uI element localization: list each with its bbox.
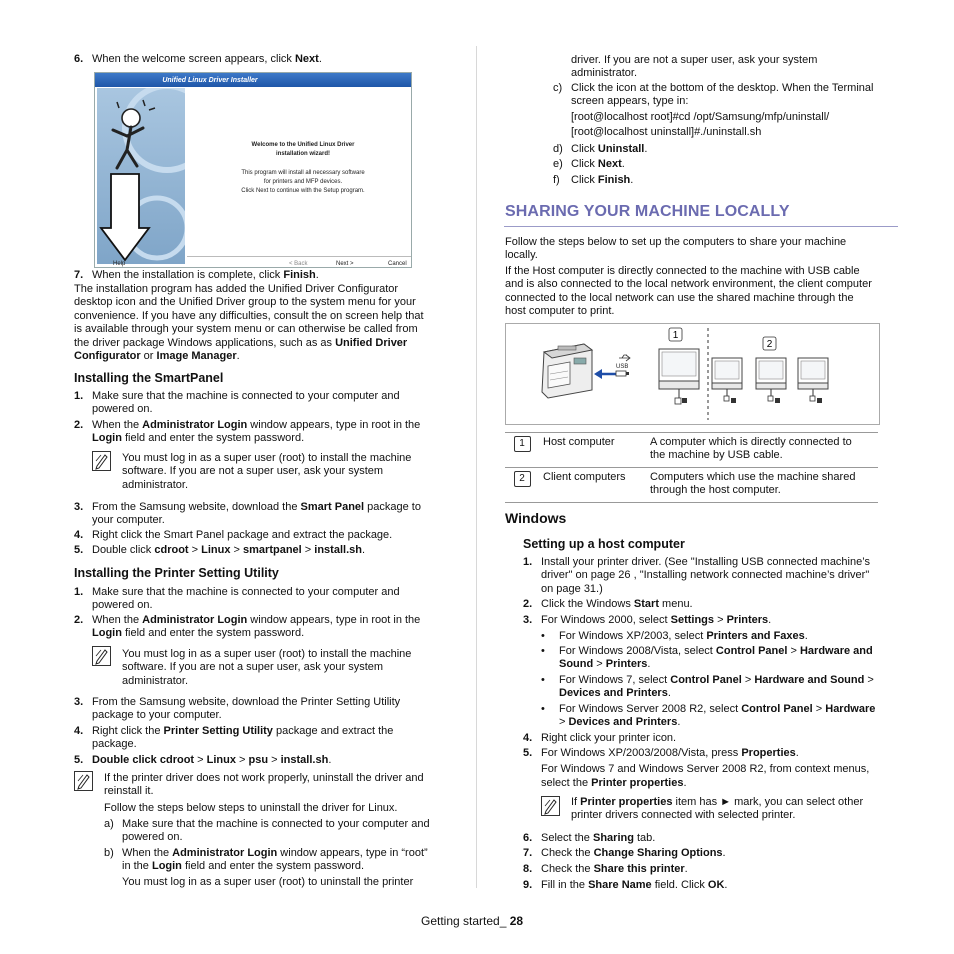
legend-name: Client computers (539, 467, 646, 502)
win-step-3: 3. For Windows 2000, select Settings > Printers. (523, 614, 772, 626)
uninstall-step-e: e) Click Next. (553, 158, 625, 170)
win-step-6: 6. Select the Sharing tab. (523, 832, 656, 844)
installer-next-button: Next > (336, 261, 354, 267)
win-bullet-vista: • For Windows 2008/Vista, select Control Panel > Hardware and Sound > Printers. (541, 645, 873, 671)
psu-note: You must log in as a super user (root) to install the machine software. If you are not a super user, ask your system administrator. (122, 648, 412, 687)
host-computer-icon (659, 349, 699, 404)
installer-body-line1: This program will install all necessary software (241, 170, 365, 176)
win-bullet-7: • For Windows 7, select Control Panel > Hardware and Sound > Devices and Printers. (541, 674, 874, 700)
psu-step-1: 1. Make sure that the machine is connected to your computer and powered on. (74, 586, 400, 612)
uninstall-continued: driver. If you are not a super user, ask your system administrator. (571, 54, 818, 80)
legend-number-1: 1 (514, 436, 531, 452)
win-step-2: 2. Click the Windows Start menu. (523, 598, 693, 610)
table-row (505, 433, 878, 468)
printer-icon (542, 344, 592, 398)
installer-welcome-line2: installation wizard! (275, 151, 330, 157)
installer-banner (97, 88, 185, 264)
install-paragraph: The installation program has added the Unified Driver Configurator desktop icon and the Unified Driver group to the system menu for your convenience. If you have any difficulties, consult the on screen help that is available through your system menu or can otherwise be called from the driver package Windows applications, such as as Unified Driver Configurator or Image Manager. (74, 283, 424, 363)
psu-heading: Installing the Printer Setting Utility (74, 566, 279, 580)
smartpanel-step-4: 4. Right click the Smart Panel package and extract the package. (74, 529, 393, 541)
psu-step-5: 5. Double click cdroot > Linux > psu > install.sh. (74, 754, 332, 766)
uninstall-step-d: d) Click Uninstall. (553, 143, 648, 155)
step-7: 7. When the installation is complete, click Finish. (74, 269, 319, 281)
printer-properties-note: If Printer properties item has ► mark, you can select other printer drivers connected with selected printer. (571, 796, 864, 822)
installer-screenshot (94, 72, 412, 268)
client-computer-icon (756, 358, 786, 403)
psu-step-2: 2. When the Administrator Login window appears, type in root in the Login field and enter the system password. (74, 614, 421, 640)
legend-name: Host computer (539, 433, 646, 468)
smartpanel-step-5: 5. Double click cdroot > Linux > smartpanel > install.sh. (74, 544, 366, 556)
win-step-1: 1. Install your printer driver. (See "Installing USB connected machine’s driver" on page 26 , "Installing network connected machine’s driver" on page 31.) (523, 556, 870, 595)
smartpanel-heading: Installing the SmartPanel (74, 371, 224, 385)
installer-body-line2: for printers and MFP devices. (263, 179, 343, 185)
table-row (505, 467, 878, 502)
note-icon (92, 451, 111, 471)
sharing-heading: SHARING YOUR MACHINE LOCALLY (505, 203, 790, 220)
usb-label: USB (616, 364, 629, 370)
sharing-diagram (505, 323, 880, 425)
installer-body-line3: Click Next to continue with the Setup program. (241, 188, 365, 194)
heading-rule (504, 226, 898, 227)
psu-step-4: 4. Right click the Printer Setting Utility package and extract the package. (74, 725, 394, 751)
smartpanel-step-1: 1. Make sure that the machine is connected to your computer and powered on. (74, 390, 400, 416)
diagram-legend-table (505, 432, 878, 503)
uninstall-note: If the printer driver does not work properly, uninstall the driver and reinstall it. Follow the steps below steps to uninstall the driver for Linux. (104, 772, 424, 814)
installer-title: Unified Linux Driver Installer (162, 77, 258, 84)
diagram-label-1: 1 (672, 330, 679, 341)
win-bullet-xp: • For Windows XP/2003, select Printers and Faxes. (541, 630, 808, 642)
installer-help-button: Help (113, 261, 126, 267)
sharing-diagram-svg (506, 324, 879, 424)
smartpanel-step-2: 2. When the Administrator Login window appears, type in root in the Login field and enter the system password. (74, 419, 421, 445)
smartpanel-note: You must log in as a super user (root) to install the machine software. If you are not a super user, ask your system administrator. (122, 452, 412, 491)
page-footer (421, 915, 523, 928)
note-icon (541, 796, 560, 816)
client-computer-icon (712, 358, 742, 403)
legend-description: A computer which is directly connected to the machine by USB cable. (646, 433, 878, 468)
legend-description: Computers which use the machine shared through the host computer. (646, 467, 878, 502)
diagram-label-2: 2 (766, 339, 773, 350)
page-number: 28 (509, 914, 524, 928)
note-icon (92, 646, 111, 666)
win-step-8: 8. Check the Share this printer. (523, 863, 688, 875)
footer-label: Getting started_ (421, 914, 510, 928)
step-6: 6. When the welcome screen appears, click Next. (74, 53, 322, 65)
note-icon (74, 771, 93, 791)
windows-heading: Windows (505, 510, 567, 526)
installer-cancel-button: Cancel (388, 261, 407, 267)
psu-step-3: 3. From the Samsung website, download the Printer Setting Utility package to your computer. (74, 696, 401, 722)
win-bullet-server: • For Windows Server 2008 R2, select Control Panel > Hardware > Devices and Printers. (541, 703, 876, 729)
smartpanel-step-3: 3. From the Samsung website, download the Smart Panel package to your computer. (74, 501, 421, 527)
uninstall-step-f: f) Click Finish. (553, 174, 634, 186)
column-divider (476, 46, 477, 888)
win-step-5: 5. For Windows XP/2003/2008/Vista, press Properties. For Windows 7 and Windows Server 2008 R2, from context menus, select the Printer properties. (523, 747, 870, 789)
win-step-9: 9. Fill in the Share Name field. Click OK. (523, 879, 728, 891)
legend-number-2: 2 (514, 471, 531, 487)
uninstall-step-a: a) Make sure that the machine is connected to your computer and powered on. (104, 818, 430, 844)
installer-back-button: < Back (289, 261, 308, 267)
uninstall-step-c: c) Click the icon at the bottom of the desktop. When the Terminal screen appears, type in: [root@localhost root]#cd /opt/Samsung/mfp/uninstall/ [root@localhost uninstall]#./uninstall.sh (553, 82, 874, 139)
host-setup-heading: Setting up a host computer (523, 537, 685, 551)
client-computer-icon (798, 358, 828, 403)
installer-welcome-line1: Welcome to the Unified Linux Driver (251, 142, 355, 148)
win-step-7: 7. Check the Change Sharing Options. (523, 847, 726, 859)
win-step-4: 4. Right click your printer icon. (523, 732, 677, 744)
sharing-paragraph-1: Follow the steps below to set up the computers to share your machine locally. (505, 236, 847, 262)
uninstall-step-b: b) When the Administrator Login window appears, type in “root” in the Login field and enter the system password. You must log in as a super user (root) to uninstall the printer (104, 847, 428, 888)
sharing-paragraph-2: If the Host computer is directly connected to the machine with USB cable and is also connected to the local network environment, the client computer connected to the local network can use the shared machine through the host computer to print. (505, 265, 872, 318)
installer-mascot-icon (97, 88, 185, 264)
